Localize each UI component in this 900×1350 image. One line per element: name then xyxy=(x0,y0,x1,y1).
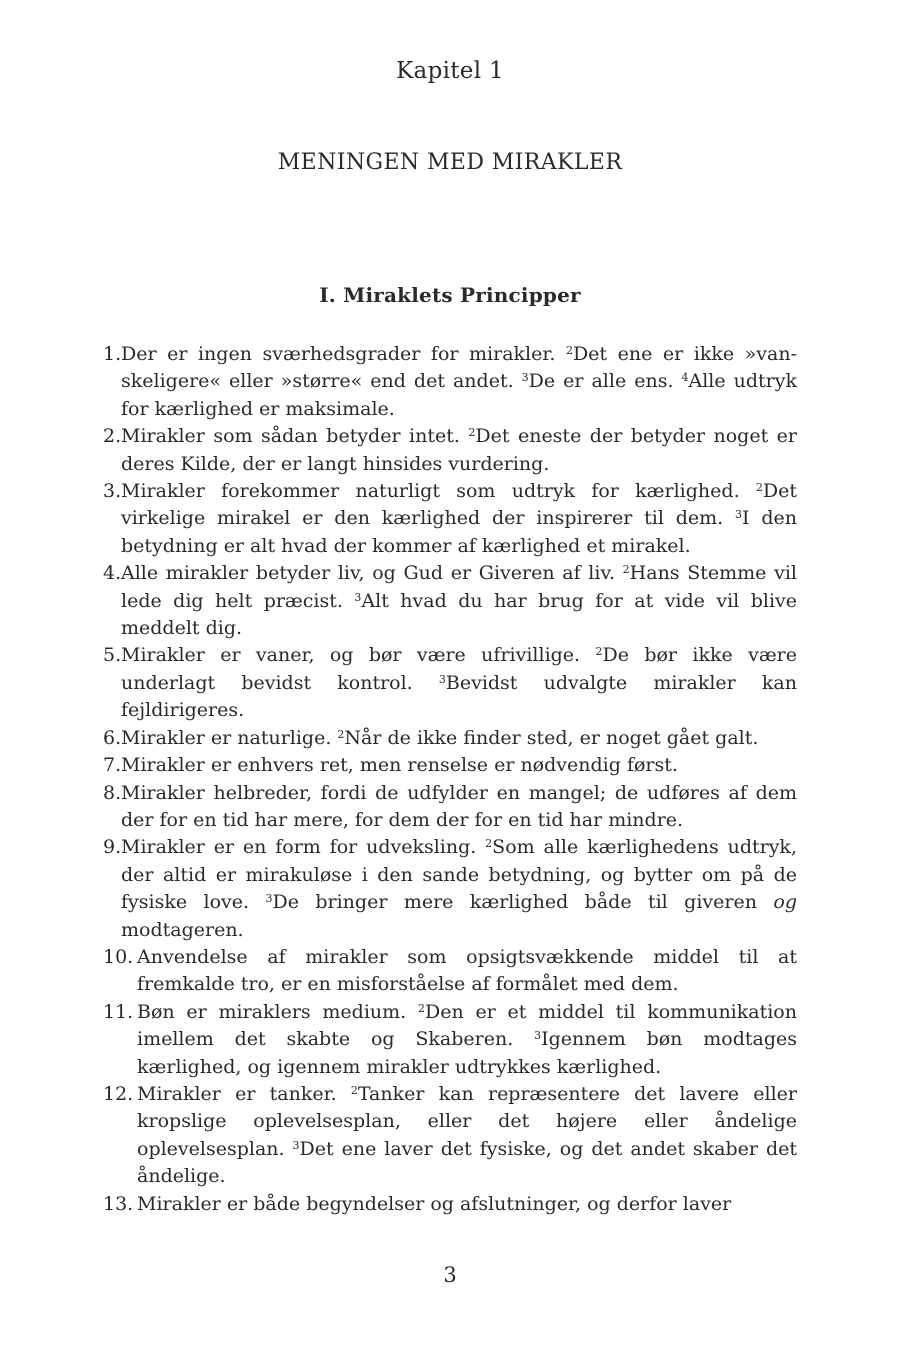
principle-number: 1. xyxy=(103,343,122,365)
principle-number: 6. xyxy=(103,726,122,749)
sentence-number: 3 xyxy=(735,508,743,522)
principle-text xyxy=(121,423,797,478)
text-run: I den betydning er alt hvad der kommer af kærlighed et mirakel. xyxy=(121,507,797,557)
text-run: Alle mirakler betyder liv, og Gud er Giveren af liv. xyxy=(121,562,623,585)
principle-text xyxy=(137,1081,797,1191)
text-run: Mirakler forekommer naturligt som udtryk for kærlighed. xyxy=(121,480,756,503)
text-run: Mirakler er en form for udveksling. xyxy=(121,836,486,859)
sentence-number: 3 xyxy=(265,892,273,906)
sentence-number: 2 xyxy=(350,1083,358,1097)
sentence-number: 2 xyxy=(622,563,630,577)
principle-number: 11. xyxy=(103,1000,134,1023)
text-run: Bevidst udvalgte mirakler kan fejldirigeres. xyxy=(121,671,797,722)
principle-item xyxy=(103,341,797,423)
text-run: Tanker kan repræsentere det lavere eller kropslige oplevelsesplan, eller det højere eller åndelige oplevelsesplan. xyxy=(137,1082,797,1160)
text-run: Mirakler er enhvers ret, men renselse er nødvendig først. xyxy=(121,754,678,777)
text-run: Mirakler er tanker. xyxy=(137,1082,351,1105)
section-heading: I. Miraklets Principper xyxy=(319,283,581,307)
principle-item xyxy=(103,1081,797,1191)
sentence-number: 2 xyxy=(755,480,763,494)
principle-text xyxy=(137,1191,797,1218)
principle-item xyxy=(103,560,797,642)
principle-item xyxy=(103,1191,797,1218)
principle-item xyxy=(103,780,797,835)
principle-number: 9. xyxy=(103,836,122,859)
principle-item xyxy=(103,752,797,779)
sentence-number: 4 xyxy=(681,371,689,385)
text-run: Bøn er miraklers medium. xyxy=(137,1000,418,1023)
principle-item xyxy=(103,834,797,944)
sentence-number: 2 xyxy=(337,727,345,741)
sentence-number: 2 xyxy=(595,645,603,659)
sentence-number: 3 xyxy=(292,1138,300,1152)
text-run: Mirakler er naturlige. xyxy=(121,726,338,749)
sentence-number: 2 xyxy=(468,426,476,440)
text-run: Det eneste der betyder noget er deres Kilde, der er langt hinsides vurdering. xyxy=(121,425,798,475)
principle-number: 3. xyxy=(103,480,122,503)
text-run: Mirakler er både begyndelser og afslutninger, og derfor laver xyxy=(137,1192,732,1215)
text-run: De er alle ens. xyxy=(528,370,682,393)
principle-text xyxy=(137,999,797,1081)
page-number: 3 xyxy=(443,1263,457,1287)
text-run: Mirakler helbreder, fordi de udfylder en mangel; de udføres af dem der for en tid har mere, for dem der for en tid har mindre. xyxy=(121,781,797,831)
principle-text xyxy=(137,944,797,999)
sentence-number: 2 xyxy=(485,837,493,851)
principle-item xyxy=(103,725,797,752)
principle-text xyxy=(121,341,797,423)
principle-text xyxy=(121,642,797,724)
text-run: Den er et middel til kommunikation imellem det skabte og Skaberen. xyxy=(137,1000,797,1051)
text-run: Alt hvad du har brug for at vide vil blive meddelt dig. xyxy=(121,589,798,640)
text-run: Alle udtryk for kærlighed er maksimale. xyxy=(121,370,797,420)
text-run: Hans Stemme vil lede dig helt præcist. xyxy=(121,562,797,612)
sentence-number: 2 xyxy=(565,343,573,357)
text-run: De bringer mere kærlighed både til giveren xyxy=(272,891,774,914)
principle-item xyxy=(103,999,797,1081)
principle-number: 10. xyxy=(103,945,134,968)
principle-text xyxy=(121,752,797,779)
chapter-heading: Kapitel 1 xyxy=(396,58,504,84)
principle-text xyxy=(121,834,797,944)
text-run: Anvendelse af mirakler som opsigtsvækkende middel til at fremkalde tro, er en misforståelse af formålet med dem. xyxy=(137,945,797,996)
principle-item xyxy=(103,423,797,478)
principle-item xyxy=(103,944,797,999)
emphasis-text: og xyxy=(773,891,797,914)
principle-number: 7. xyxy=(103,754,122,777)
principle-text xyxy=(121,725,797,752)
principle-item xyxy=(103,478,797,560)
text-run: De bør ikke være underlagt bevidst kontrol. xyxy=(121,644,797,694)
principle-number: 5. xyxy=(103,644,122,667)
text-run: Mirakler som sådan betyder intet. xyxy=(121,425,469,448)
sentence-number: 3 xyxy=(354,590,362,604)
text-run: Det virkelige mirakel er den kærlighed der inspirerer til dem. xyxy=(121,480,797,530)
text-run: Igennem bøn modtages kærlighed, og igennem mirakler udtrykkes kærlighed. xyxy=(137,1028,797,1078)
sentence-number: 2 xyxy=(417,1001,425,1015)
principles-list xyxy=(103,341,797,1218)
principle-item xyxy=(103,642,797,724)
text-run: Der er ingen sværhedsgrader for mirakler. xyxy=(121,343,566,365)
text-run: Mirakler er vaner, og bør være ufrivillige. xyxy=(121,644,596,667)
principle-number: 12. xyxy=(103,1082,134,1105)
principle-number: 13. xyxy=(103,1192,134,1215)
text-run: Det ene er ikke »vanskeligere« eller »større« end det andet. xyxy=(121,343,798,393)
text-run: modtageren. xyxy=(121,918,244,941)
sentence-number: 3 xyxy=(534,1029,542,1043)
principle-number: 4. xyxy=(103,562,122,585)
principle-text xyxy=(121,478,797,560)
sentence-number: 3 xyxy=(521,371,529,385)
principle-number: 8. xyxy=(103,781,122,804)
text-run: Når de ikke finder sted, er noget gået galt. xyxy=(344,726,759,749)
chapter-title: MENINGEN MED MIRAKLER xyxy=(277,150,623,175)
sentence-number: 3 xyxy=(438,672,446,686)
principle-text xyxy=(121,560,797,642)
principle-number: 2. xyxy=(103,425,122,448)
text-run: Som alle kærlighedens udtryk, der altid er mirakuløse i den sande betydning, og bytter om på de fysiske love. xyxy=(121,836,797,914)
principle-text xyxy=(121,780,797,835)
text-run: Det ene laver det fysiske, og det andet skaber det åndelige. xyxy=(137,1137,797,1188)
